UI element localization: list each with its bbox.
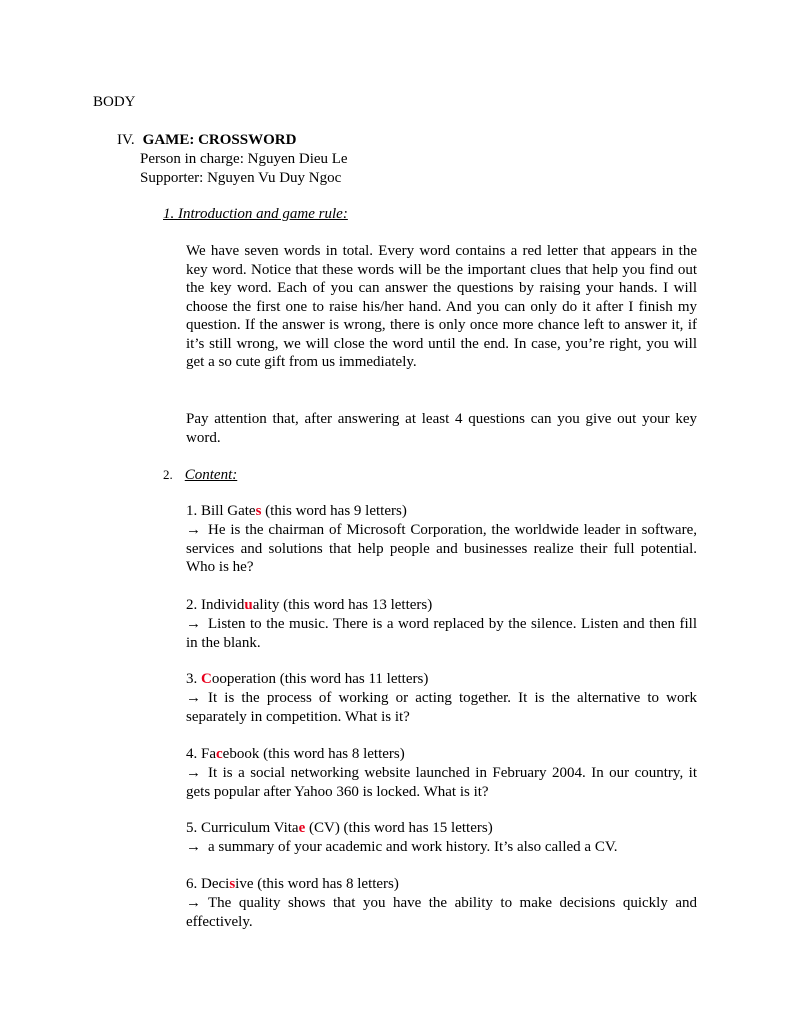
- red-letter: s: [229, 876, 236, 892]
- word-length: ive (this word has 8 letters): [235, 876, 399, 892]
- section-title: [117, 131, 296, 150]
- content-heading: [163, 466, 237, 485]
- intro-paragraph-rules: We have seven words in total. Every word contains a red letter that appears in the key word. Notice that these words will be the important clues that help you find out the key word. Each of you can answer the questions by raising your hands. I will choose the first one to raise his/her hand. And you can only do it after I finish my question. If the answer is wrong, there is only once more chance left to answer it, if it’s still wrong, we will close the word until the end. In case, you’re right, you will get a so cute gift from us immediately.: [186, 243, 697, 370]
- person-in-charge: Person in charge: Nguyen Dieu Le: [140, 151, 348, 167]
- word-text: 5. Curriculum Vita: [186, 820, 299, 836]
- section-name: GAME: CROSSWORD: [142, 132, 297, 148]
- clue-text-3: [186, 689, 697, 726]
- red-letter: s: [255, 503, 262, 519]
- clue-text-5: [186, 838, 697, 857]
- clue-text-1: [186, 521, 697, 577]
- clue-description: It is the process of working or acting together. It is the alternative to work separately in competition. What is it?: [186, 690, 697, 725]
- arrow-right-icon: →: [186, 522, 201, 538]
- intro-paragraph-note: Pay attention that, after answering at least 4 questions can you give out your key word.: [186, 411, 697, 446]
- clue-word-1: [186, 502, 697, 521]
- content-number: 2.: [163, 467, 173, 482]
- arrow-right-icon: →: [186, 839, 201, 855]
- red-letter: C: [201, 671, 212, 687]
- clue-description: He is the chairman of Microsoft Corporation, the worldwide leader in software, services and solutions that help people and businesses realize their full potential. Who is he?: [186, 522, 697, 575]
- clue-description: a summary of your academic and work history. It’s also called a CV.: [208, 839, 618, 855]
- word-text: 3.: [186, 671, 201, 687]
- word-length: ebook (this word has 8 letters): [222, 746, 405, 762]
- word-length: ooperation (this word has 11 letters): [211, 671, 429, 687]
- red-letter: e: [298, 820, 306, 836]
- clue-description: The quality shows that you have the ability to make decisions quickly and effectively.: [186, 895, 697, 930]
- clue-text-6: [186, 894, 697, 931]
- word-text: 4. Fa: [186, 746, 216, 762]
- body-heading: BODY: [93, 94, 136, 110]
- arrow-right-icon: →: [186, 616, 201, 632]
- red-letter: c: [216, 746, 223, 762]
- clue-text-4: [186, 764, 697, 801]
- red-letter: u: [244, 597, 253, 613]
- clue-text-2: [186, 615, 697, 652]
- supporter: Supporter: Nguyen Vu Duy Ngoc: [140, 170, 342, 186]
- clue-word-5: [186, 819, 697, 838]
- arrow-right-icon: →: [186, 690, 201, 706]
- intro-heading: 1. Introduction and game rule:: [163, 206, 348, 222]
- clue-word-2: [186, 596, 697, 615]
- word-text: 6. Deci: [186, 876, 230, 892]
- word-text: 2. Individ: [186, 597, 245, 613]
- word-length: (this word has 9 letters): [261, 503, 407, 519]
- section-number: IV.: [117, 132, 135, 148]
- arrow-right-icon: →: [186, 765, 201, 781]
- clue-description: It is a social networking website launched in February 2004. In our country, it gets popular after Yahoo 360 is locked. What is it?: [186, 765, 697, 800]
- clue-word-4: [186, 745, 697, 764]
- clue-description: Listen to the music. There is a word replaced by the silence. Listen and then fill in the blank.: [186, 616, 697, 651]
- clue-word-6: [186, 875, 697, 894]
- word-length: ality (this word has 13 letters): [252, 597, 433, 613]
- arrow-right-icon: →: [186, 895, 201, 911]
- clue-word-3: [186, 670, 697, 689]
- word-text: 1. Bill Gate: [186, 503, 256, 519]
- word-length: (CV) (this word has 15 letters): [305, 820, 493, 836]
- content-title: Content:: [184, 467, 238, 483]
